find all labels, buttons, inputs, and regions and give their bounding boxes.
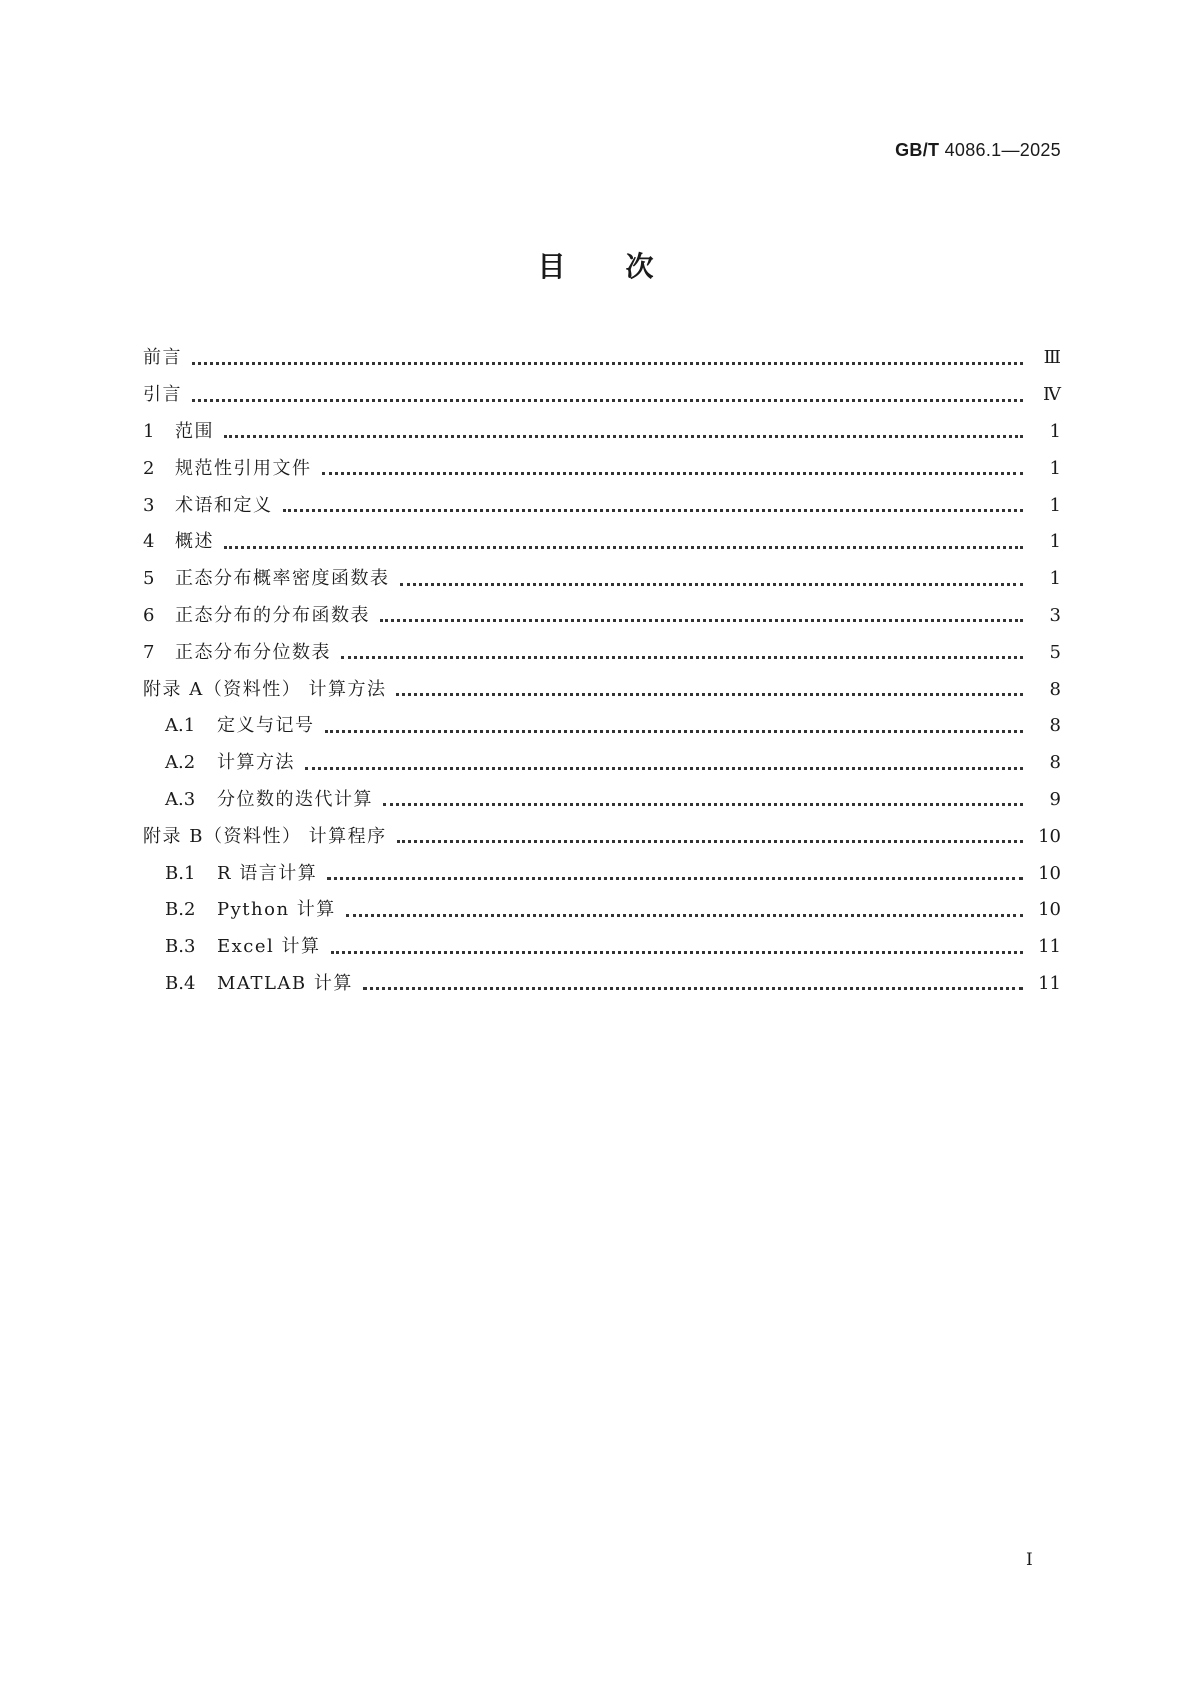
toc-leader-dots xyxy=(346,896,1023,917)
toc-entry-page: 10 xyxy=(1038,899,1061,921)
toc-entry-label: Python 计算 xyxy=(217,899,336,921)
toc-leader-dots xyxy=(380,601,1023,622)
toc-entry-number: A.2 xyxy=(165,752,196,774)
toc-entry[interactable] xyxy=(143,450,1061,487)
toc-entry-number: B.3 xyxy=(165,936,196,958)
toc-leader-dots xyxy=(363,969,1023,990)
toc-entry[interactable] xyxy=(143,966,1061,1003)
toc-list xyxy=(143,340,1061,1002)
toc-leader-dots xyxy=(192,381,1023,402)
toc-entry-page: 1 xyxy=(1049,531,1061,553)
toc-leader-dots xyxy=(305,749,1023,770)
toc-entry-label: 术语和定义 xyxy=(175,494,273,516)
toc-entry-label: 前言 xyxy=(143,347,182,369)
toc-leader-dots xyxy=(224,528,1023,549)
toc-entry-label: 附录 A（资料性） 计算方法 xyxy=(143,678,387,700)
toc-entry-number: 3 xyxy=(143,494,155,516)
toc-entry-label: R 语言计算 xyxy=(217,862,318,884)
page-number: Ⅰ xyxy=(1026,1550,1033,1570)
toc-entry-number: A.1 xyxy=(165,715,196,737)
toc-entry[interactable] xyxy=(143,782,1061,819)
toc-entry-number: 1 xyxy=(143,420,155,442)
toc-entry[interactable] xyxy=(143,671,1061,708)
toc-entry-label: 正态分布概率密度函数表 xyxy=(175,568,390,590)
toc-leader-dots xyxy=(325,712,1024,733)
toc-leader-dots xyxy=(283,491,1024,512)
toc-entry[interactable] xyxy=(143,634,1061,671)
toc-entry-page: 8 xyxy=(1049,715,1061,737)
toc-entry-page: Ⅳ xyxy=(1043,384,1061,406)
toc-title-left: 目 xyxy=(537,250,566,283)
toc-entry-page: 10 xyxy=(1038,825,1061,847)
toc-entry-label: 范围 xyxy=(175,420,214,442)
toc-entry-number: B.1 xyxy=(165,862,196,884)
toc-title xyxy=(0,245,1191,285)
toc-entry-label: Excel 计算 xyxy=(217,936,321,958)
toc-entry[interactable] xyxy=(143,487,1061,524)
toc-entry[interactable] xyxy=(143,745,1061,782)
standard-number xyxy=(895,140,1061,161)
toc-leader-dots xyxy=(331,933,1023,954)
toc-entry[interactable] xyxy=(143,892,1061,929)
toc-entry[interactable] xyxy=(143,561,1061,598)
toc-entry-label: 正态分布的分布函数表 xyxy=(175,604,370,626)
toc-entry-label: 正态分布分位数表 xyxy=(175,641,331,663)
toc-entry-page: 10 xyxy=(1038,862,1061,884)
toc-entry-number: 5 xyxy=(143,568,155,590)
toc-entry[interactable] xyxy=(143,377,1061,414)
toc-entry-page: 3 xyxy=(1049,604,1061,626)
toc-entry-number: B.2 xyxy=(165,899,196,921)
toc-entry[interactable] xyxy=(143,414,1061,451)
toc-entry-page: 11 xyxy=(1038,936,1061,958)
toc-leader-dots xyxy=(383,785,1023,806)
toc-entry[interactable] xyxy=(143,818,1061,855)
toc-entry-number: 6 xyxy=(143,604,155,626)
toc-entry-page: Ⅲ xyxy=(1043,347,1061,369)
toc-leader-dots xyxy=(396,675,1023,696)
toc-leader-dots xyxy=(341,638,1023,659)
toc-entry-label: 规范性引用文件 xyxy=(175,457,312,479)
toc-entry-page: 1 xyxy=(1049,457,1061,479)
toc-entry-page: 8 xyxy=(1049,678,1061,700)
toc-entry-page: 9 xyxy=(1049,788,1061,810)
toc-entry[interactable] xyxy=(143,340,1061,377)
toc-entry-page: 11 xyxy=(1038,972,1061,994)
standard-prefix: GB/T xyxy=(895,140,940,160)
toc-entry-label: 分位数的迭代计算 xyxy=(217,788,373,810)
toc-entry[interactable] xyxy=(143,708,1061,745)
toc-entry-number: 7 xyxy=(143,641,155,663)
standard-code: 4086.1—2025 xyxy=(939,140,1061,160)
toc-entry-page: 5 xyxy=(1049,641,1061,663)
toc-entry-label: MATLAB 计算 xyxy=(217,972,353,994)
toc-leader-dots xyxy=(400,565,1024,586)
toc-entry-label: 附录 B（资料性） 计算程序 xyxy=(143,825,387,847)
toc-entry-label: 计算方法 xyxy=(217,752,295,774)
toc-entry-page: 1 xyxy=(1049,494,1061,516)
toc-entry-number: 2 xyxy=(143,457,155,479)
toc-entry[interactable] xyxy=(143,598,1061,635)
toc-entry-page: 8 xyxy=(1049,752,1061,774)
toc-entry-number: 4 xyxy=(143,531,155,553)
toc-entry[interactable] xyxy=(143,929,1061,966)
toc-entry-page: 1 xyxy=(1049,420,1061,442)
toc-entry[interactable] xyxy=(143,524,1061,561)
toc-leader-dots xyxy=(322,454,1024,475)
toc-title-right: 次 xyxy=(625,250,654,283)
toc-leader-dots xyxy=(192,344,1023,365)
toc-entry-label: 概述 xyxy=(175,531,214,553)
toc-leader-dots xyxy=(224,417,1023,438)
toc-leader-dots xyxy=(327,859,1023,880)
toc-entry-page: 1 xyxy=(1049,568,1061,590)
toc-entry-number: A.3 xyxy=(165,788,196,810)
toc-entry-number: B.4 xyxy=(165,972,196,994)
toc-entry[interactable] xyxy=(143,855,1061,892)
toc-leader-dots xyxy=(397,822,1023,843)
toc-entry-label: 定义与记号 xyxy=(217,715,315,737)
toc-entry-label: 引言 xyxy=(143,384,182,406)
